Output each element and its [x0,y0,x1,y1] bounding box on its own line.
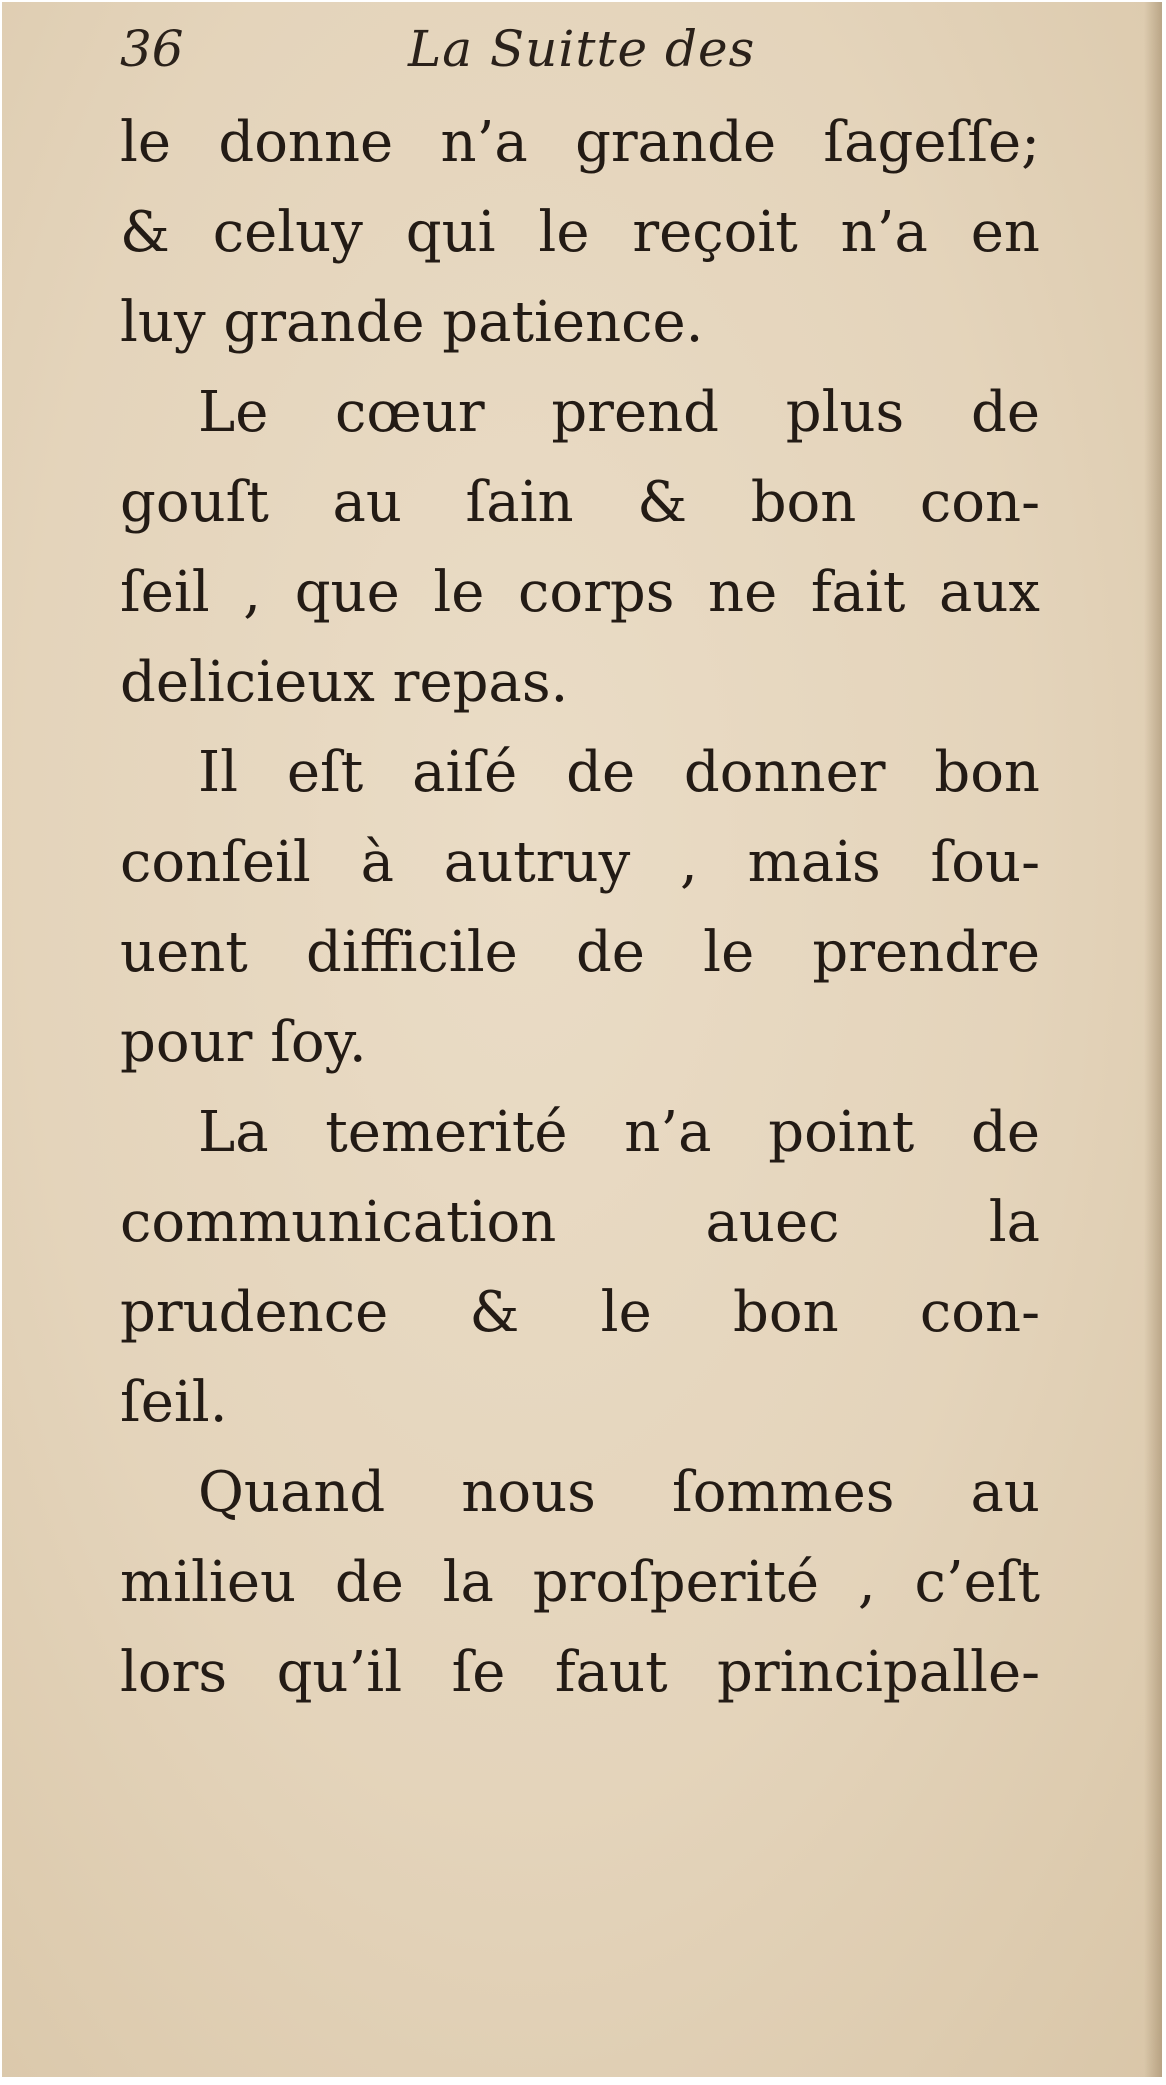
text-line: le donne n’a grande ſageſſe; [120,110,1040,175]
paragraph [120,728,1040,1088]
text-line: conſeil à autruy , mais ſou- [120,830,1040,895]
paragraph [120,368,1040,728]
text-line: communication auec la [120,1190,1040,1255]
text-line: La temerité n’a point de [198,1100,1040,1165]
text-line: Le cœur prend plus de [198,380,1040,445]
text-line: lors qu’il ſe faut principalle- [120,1640,1040,1705]
paragraph [120,1448,1040,1718]
paragraph [120,1088,1040,1448]
running-title: La Suitte des [408,20,756,78]
page-body [120,98,1040,1718]
text-line: ſeil , que le corps ne fait aux [120,560,1040,625]
paragraph [120,98,1040,368]
book-page [2,2,1162,2077]
text-line: & celuy qui le reçoit n’a en [120,200,1040,265]
text-line: Quand nous ſommes au [198,1460,1040,1525]
text-line: prudence & le bon con- [120,1280,1040,1345]
text-line: gouſt au ſain & bon con- [120,470,1040,535]
text-line: luy grande patience. [120,290,704,355]
page-header [120,20,1040,90]
text-line: pour ſoy. [120,1010,367,1075]
text-line: ſeil. [120,1370,228,1435]
text-line: uent difficile de le prendre [120,920,1040,985]
text-line: delicieux repas. [120,650,569,715]
page-number: 36 [120,20,184,78]
text-line: Il eſt aiſé de donner bon [198,740,1040,805]
text-line: milieu de la proſperité , c’eſt [120,1550,1040,1615]
